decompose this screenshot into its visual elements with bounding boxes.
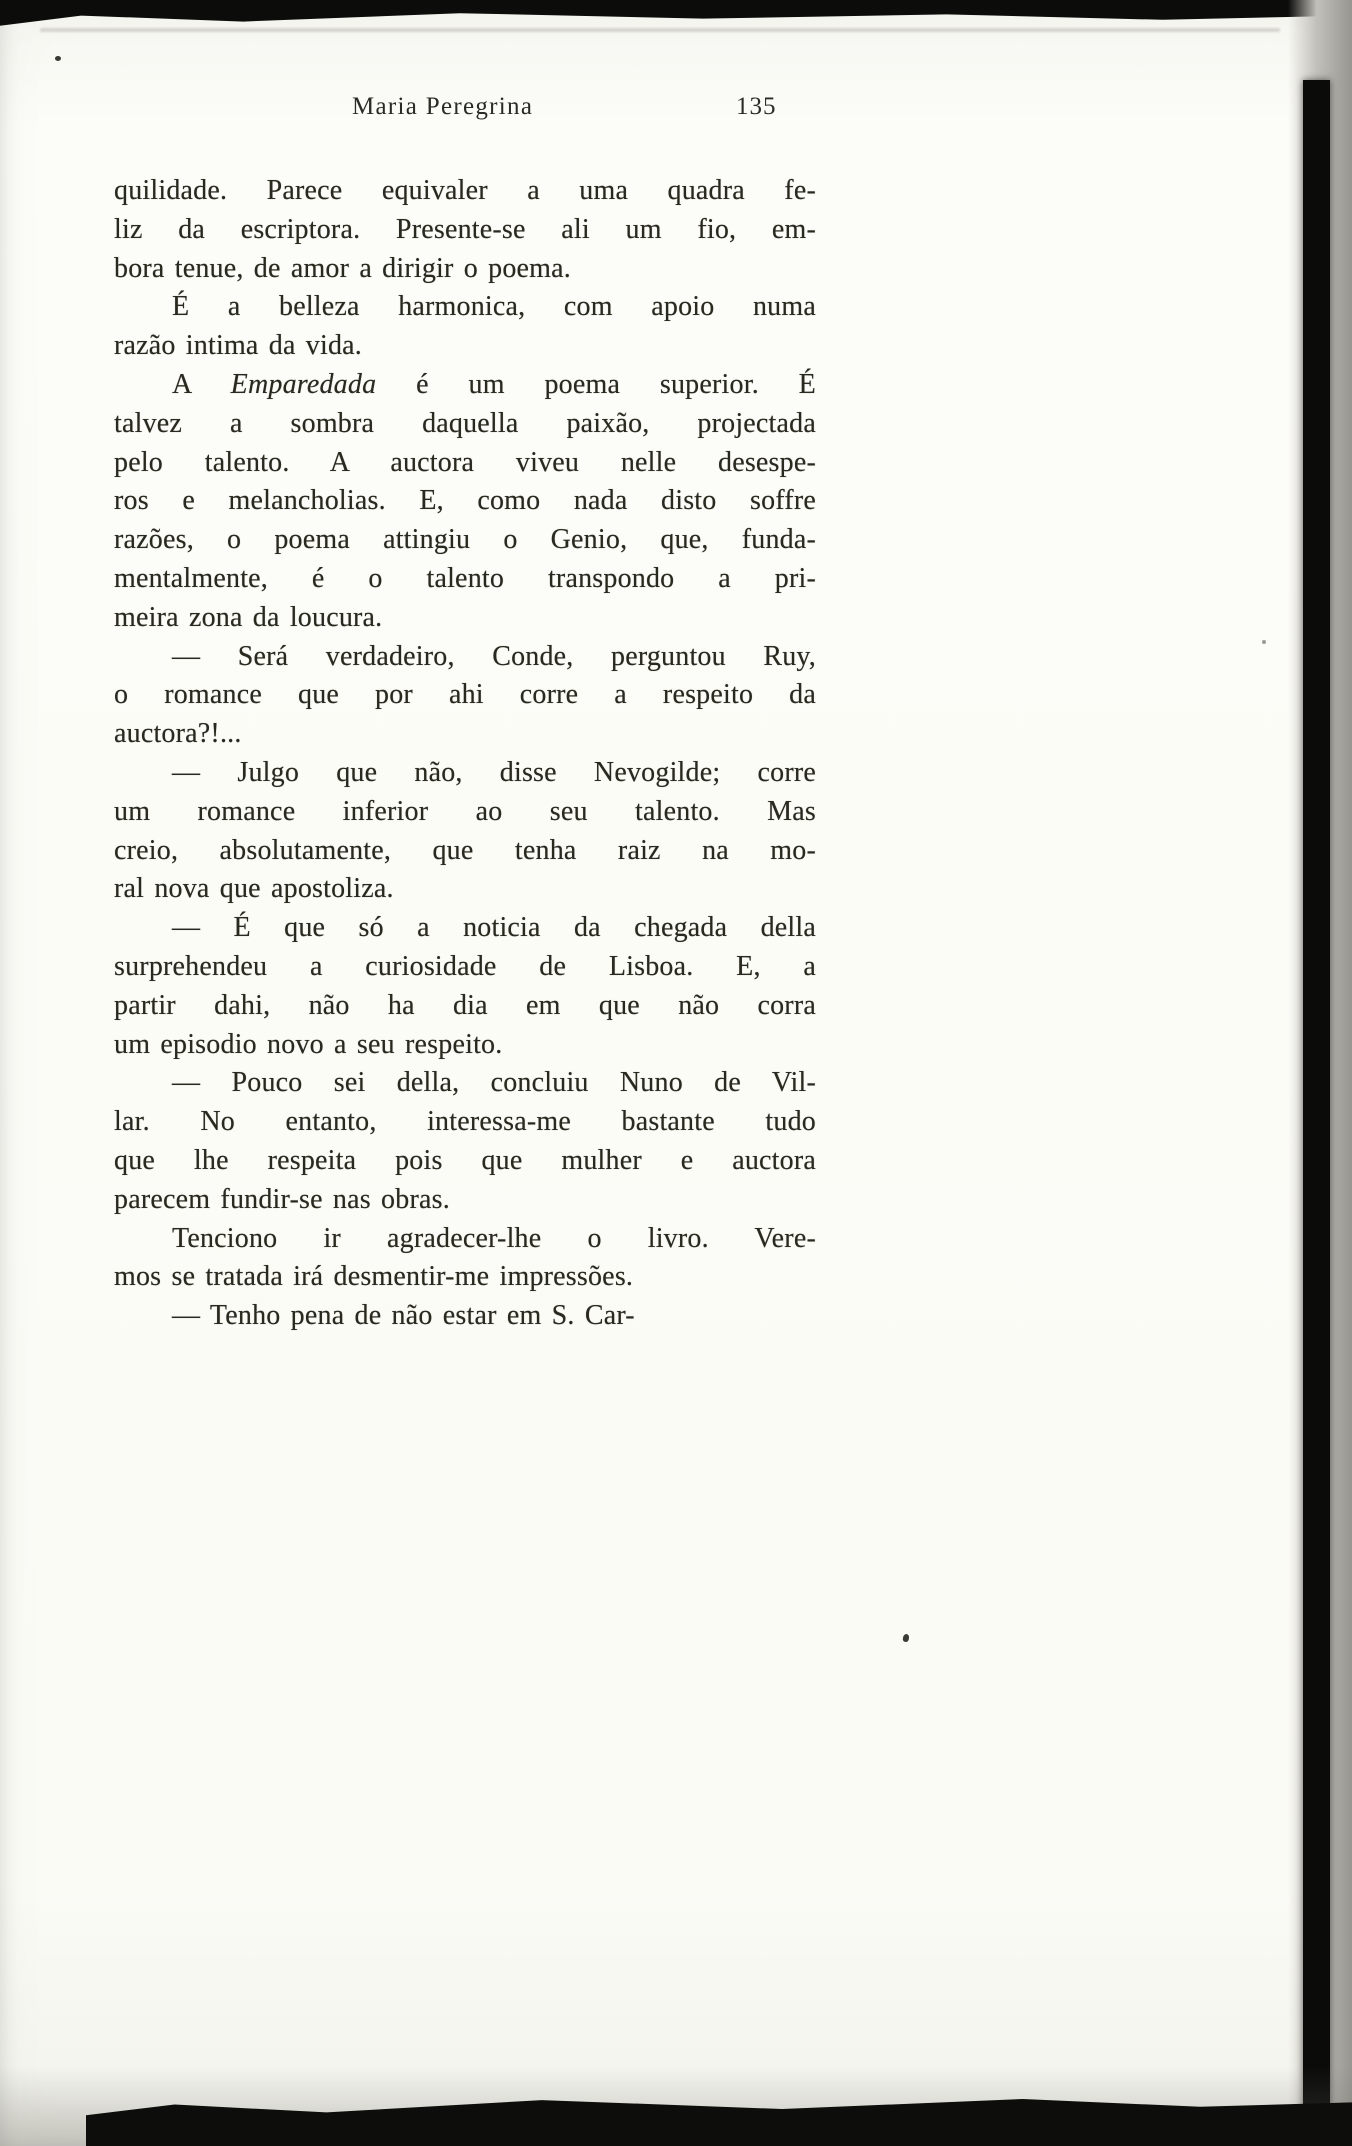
text-line: talvez a sombra daquella paixão, projectada [114, 407, 816, 439]
scan-smudge [40, 28, 1280, 32]
paragraph [114, 638, 816, 754]
paragraph [114, 1297, 816, 1336]
text-line: meira zona da loucura. [114, 601, 383, 633]
scan-edge-top [0, 0, 1352, 30]
text-line: partir dahi, não ha dia em que não corra [114, 989, 816, 1021]
paragraph [114, 909, 816, 1064]
text-line: — É que só a noticia da chegada della [172, 912, 816, 944]
text-line: — Tenho pena de não estar em S. Car- [172, 1300, 635, 1332]
page-header [114, 93, 816, 127]
text-line: razão intima da vida. [114, 330, 362, 362]
scan-speck [902, 1633, 910, 1642]
italic-text: Emparedada [230, 368, 377, 400]
text-line: ral nova que apostoliza. [114, 873, 394, 905]
text-line: um romance inferior ao seu talento. Mas [114, 795, 816, 827]
text-line: razões, o poema attingiu o Genio, que, funda- [114, 524, 816, 556]
paragraph [114, 754, 816, 909]
text-line: pelo talento. A auctora viveu nelle desespe- [114, 446, 816, 478]
text-block [114, 172, 816, 1336]
text-line: liz da escriptora. Presente-se ali um fio, em- [114, 213, 816, 245]
text-line: lar. No entanto, interessa-me bastante tudo [114, 1106, 816, 1138]
paragraph [114, 172, 816, 288]
text-line: que lhe respeita pois que mulher e auctora [114, 1144, 816, 1176]
text-line: mos se tratada irá desmentir-me impressões. [114, 1261, 634, 1293]
text-line: quilidade. Parece equivaler a uma quadra fe- [114, 175, 816, 206]
text-line: creio, absolutamente, que tenha raiz na mo- [114, 834, 816, 866]
text-line: um episodio novo a seu respeito. [114, 1028, 503, 1060]
text-line: — Pouco sei della, concluiu Nuno de Vil- [172, 1067, 816, 1099]
scan-speck [1262, 640, 1266, 644]
text-line: bora tenue, de amor a dirigir o poema. [114, 252, 571, 284]
running-title: Maria Peregrina [352, 93, 534, 120]
text-line: ros e melancholias. E, como nada disto soffre [114, 485, 816, 517]
paragraph [114, 1064, 816, 1219]
scan-speck [55, 56, 61, 61]
text-line: surprehendeu a curiosidade de Lisboa. E, a [114, 950, 816, 982]
text-line: auctora?!... [114, 718, 242, 750]
paragraph [114, 1220, 816, 1298]
paragraph [114, 288, 816, 366]
text-line: É a belleza harmonica, com apoio numa [172, 291, 816, 323]
text-line: o romance que por ahi corre a respeito da [114, 679, 816, 711]
text-line: — Será verdadeiro, Conde, perguntou Ruy, [172, 640, 816, 672]
text-line: mentalmente, é o talento transpondo a pri- [114, 562, 816, 594]
text-segment: é um poema superior. É [376, 368, 816, 400]
text-line [114, 366, 816, 405]
page-number: 135 [736, 93, 777, 120]
scan-binding-bar [1303, 80, 1330, 2146]
text-line: — Julgo que não, disse Nevogilde; corre [172, 756, 816, 788]
text-line: parecem fundir-se nas obras. [114, 1183, 450, 1215]
text-line: Tenciono ir agradecer-lhe o livro. Vere- [172, 1222, 816, 1254]
text-segment: A [172, 368, 231, 400]
paragraph [114, 366, 816, 638]
